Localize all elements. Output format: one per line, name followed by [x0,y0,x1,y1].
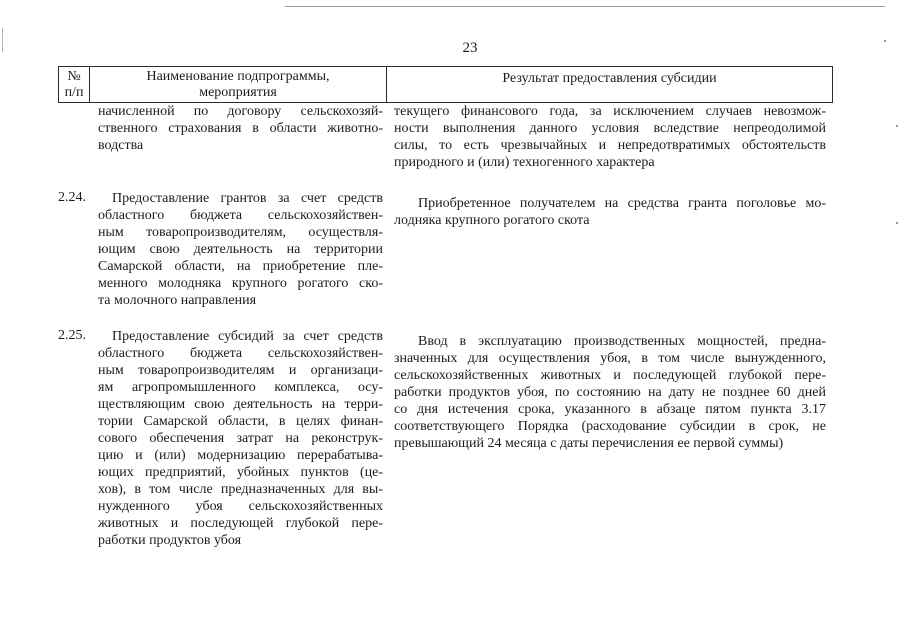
header-name-column: Наименование подпрограммы, мероприятия [90,67,387,102]
table-header [58,66,833,103]
page-number: 23 [462,40,478,56]
scan-speck [896,125,898,127]
continuation-name-cell: начисленной по договору сельскохозяй- ственного страхования в области животно- водства [98,104,383,153]
header-number-column: № п/п [59,67,90,102]
header-result-column: Результат предоставления субсидии [502,71,717,86]
row-name-cell: Предоставление грантов за счет средств областного бюджета сельскохозяйствен- ным товаропроизводителям, осуществля- ющим свою деятельность на территории Самарской области, на приобретение пле- менного молодняка крупного рогатого ско- та молочного направления [98,191,383,308]
continuation-result-cell: текущего финансового года, за исключением случаев невозмож- ности выполнения данного условия вследствие непреодолимой силы, то есть чрезвычайных и непредотвратимых обстоятельств природного и (или) техногенного характера [394,104,826,170]
scan-speck [896,222,898,224]
scan-top-rule [285,6,885,7]
row-result-cell: Ввод в эксплуатацию производственных мощностей, предна- значенных для осуществления убоя, в том числе вынужденного, сельскохозяйственных животных и последующей глубокой пере- работки продуктов убоя, по состоянию на дату не позднее 60 дней со дня истечения срока, указанного в абзаце пятом пункта 3.17 соответствующего Порядка (расходование субсидии в срок, не превышающий 24 месяца с даты перечисления ее первой суммы) [394,334,826,451]
row-number: 2.24. [58,190,86,205]
row-result-cell: Приобретенное получателем на средства гранта поголовье мо- лодняка крупного рогатого скота [394,196,826,228]
row-number: 2.25. [58,328,86,343]
row-name-cell: Предоставление субсидий за счет средств областного бюджета сельскохозяйствен- ным товаропроизводителям и организаци- ям агропромышленного комплекса, осу- ществляющим свою деятельность на терри- тории Самарской области, в целях финан- сового обеспечения затрат на реконструк- цию и (или) модернизацию перерабатыва- ющих предприятий, убойных пунктов (це- хов), в том числе предназначенных для вы- нужденного убоя сельскохозяйственных животных и последующей глубокой пере- работки продуктов убоя [98,329,383,548]
